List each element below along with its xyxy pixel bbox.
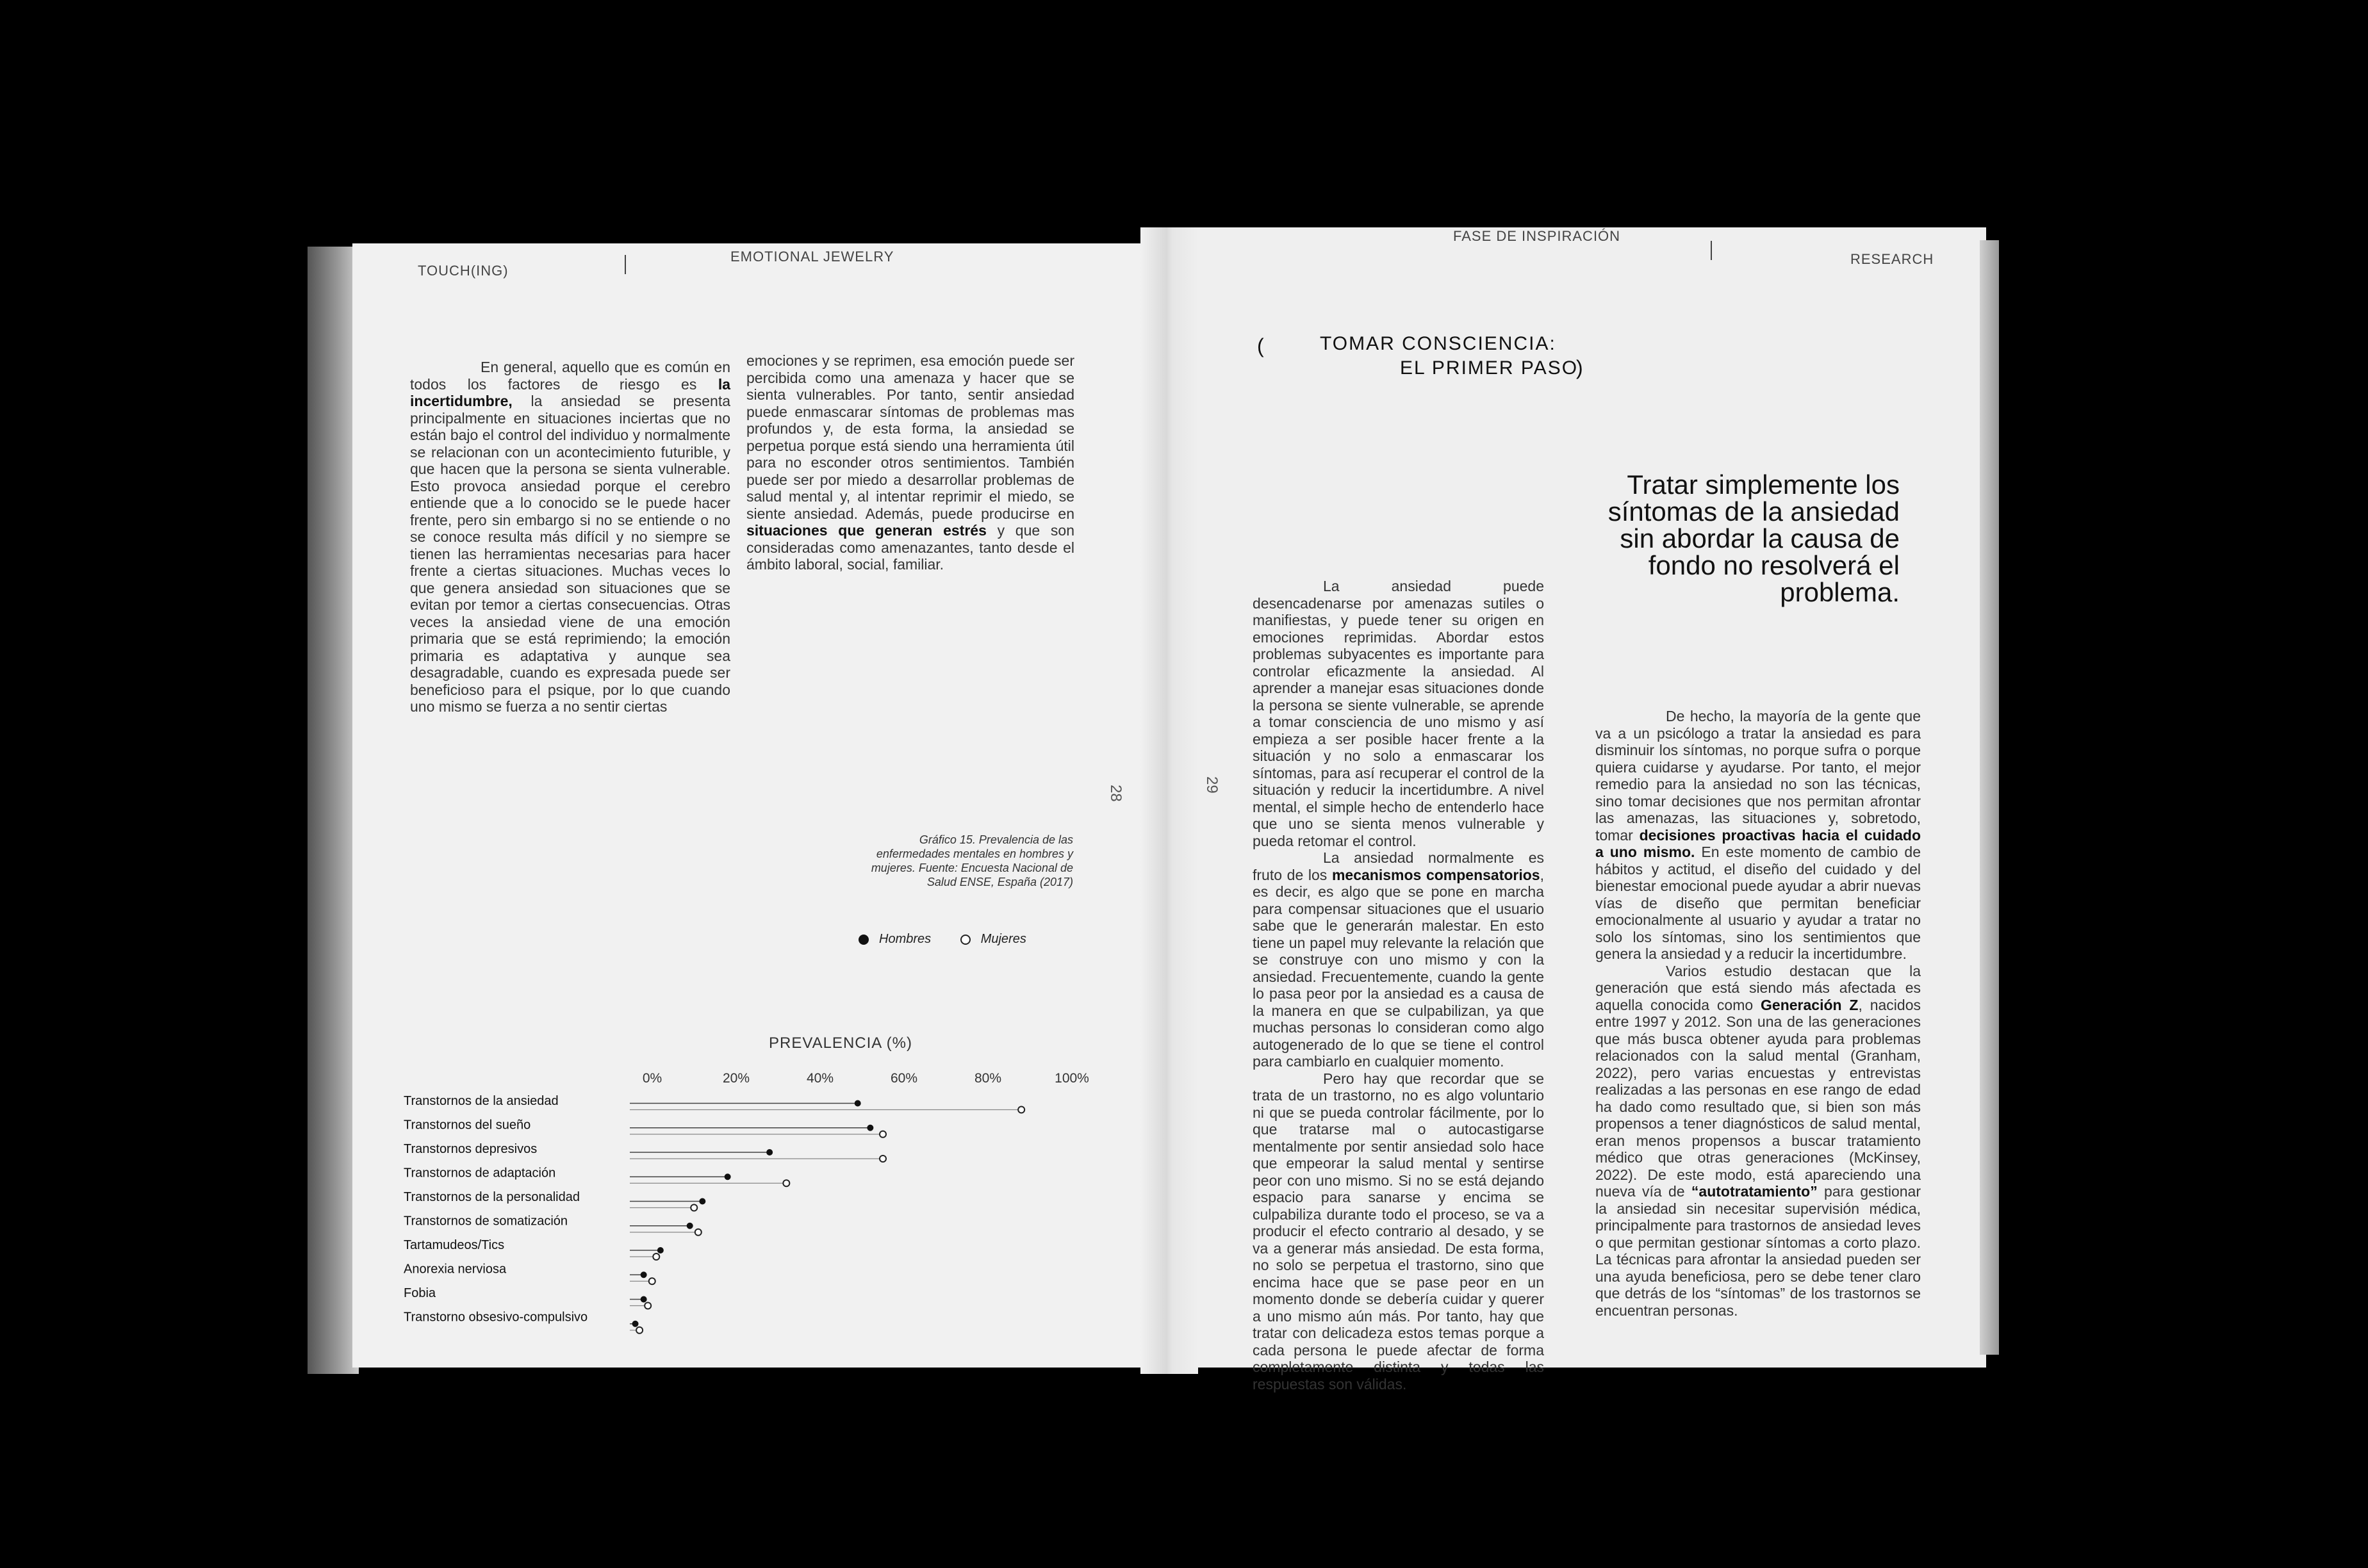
header-right: RESEARCH xyxy=(1850,251,1934,267)
mujeres-point xyxy=(636,1327,643,1334)
text-run: emociones y se reprimen, esa emoción puede ser percibida como una amenaza y hacer que se sienta vulnerables. Por tanto, sentir ansiedad puede enmascarar síntomas de problemas mas profundos y, de esta forma, la ansiedad se perpetua porque está siendo una herramienta útil para no esconder otros sentimientos. También puede ser por miedo a desarrollar problemas de salud mental y, al intentar reprimir el miedo, se siente ansiedad. Además, puede producirse en xyxy=(746,352,1074,522)
mujeres-point xyxy=(1018,1107,1024,1113)
mujeres-point xyxy=(649,1278,655,1284)
mujeres-point xyxy=(880,1156,886,1162)
mujeres-point xyxy=(695,1229,702,1236)
header-divider-right xyxy=(1711,241,1712,260)
text-run: La ansiedad puede desencadenarse por amenazas sutiles o manifiestas, y puede tener su origen en emociones reprimidas. Abordar estos problemas subyacentes es importante para controlar eficazmente la ansiedad. Al aprender a manejar esas situaciones donde la persona se siente vulnerable, se aprende a tomar consciencia de uno mismo y así empieza a ser posible hacer frente a la situación y no solo a enmascarar los síntomas, para así recuperar el control de la situación y reducir la incertidumbre. A nivel mental, el simple hecho de entenderlo hace que uno se sienta menos vulnerable y pueda retomar el control. xyxy=(1253,578,1544,849)
text-run: y que son consideradas como amenazantes, tanto desde el ámbito laboral, social, familiar. xyxy=(746,522,1074,573)
hombres-point xyxy=(855,1100,861,1107)
bold-text-run: decisiones proactivas hacia el cuidado a uno mismo. xyxy=(1595,826,1921,860)
hombres-point xyxy=(687,1223,693,1229)
hombres-point xyxy=(632,1321,639,1327)
category-label: Transtornos de somatización xyxy=(404,1214,568,1229)
category-label: Transtorno obsesivo-compulsivo xyxy=(404,1310,588,1325)
section-paren-close: ) xyxy=(1576,356,1583,379)
hombres-point xyxy=(641,1296,647,1303)
chart-title: PREVALENCIA (%) xyxy=(769,1034,912,1052)
paragraph xyxy=(1253,1070,1544,1393)
chart-caption: Gráfico 15. Prevalencia de las enfermedades mentales en hombres y mujeres. Fuente: Encuesta Nacional de Salud ENSE, España (2017) xyxy=(871,833,1073,888)
category-label: Transtornos de adaptación xyxy=(404,1166,556,1180)
mujeres-point xyxy=(783,1180,789,1186)
paragraph xyxy=(1253,578,1544,849)
mujeres-point xyxy=(691,1205,697,1211)
mujeres-point xyxy=(645,1303,651,1309)
x-tick-label: 20% xyxy=(722,1071,750,1086)
section-title-line-2: EL PRIMER PASO xyxy=(1400,357,1579,379)
pull-quote: Tratar simplemente los síntomas de la ansiedad sin abordar la causa de fondo no resolverá el problema. xyxy=(1607,470,1900,607)
category-label: Transtornos depresivos xyxy=(404,1142,538,1156)
category-label: Tartamudeos/Tics xyxy=(404,1238,505,1252)
hombres-point xyxy=(657,1247,664,1254)
text-run: En este momento de cambio de hábitos y actitud, el diseño del cuidado y del bienestar emocional puede ayudar a abrir nuevas vías de diseño que permitan beneficiar emocionalmente al usuario y ayudar a tratar no solo los síntomas, sino los sentimientos que genera la ansiedad y a reducir la incertidumbre. xyxy=(1595,844,1921,962)
category-label: Transtornos de la ansiedad xyxy=(404,1094,559,1108)
hombres-point xyxy=(699,1198,705,1205)
section-paren-open: ( xyxy=(1257,334,1264,357)
text-run: , es decir, es algo que se pone en marcha para compensar situaciones que el usuario sabe que le generarán malestar. En esto tiene un papel muy relevante la relación que se construye con uno mismo y con la ansiedad. Frecuentemente, cuando la gente lo pasa peor por la ansiedad es a causa de la manera en que se culpabilizan, ya que muchas personas lo consideran como algo autogenerado de lo que se tiene el control para cambiarlo en cualquier momento. xyxy=(1253,866,1544,1070)
page-number-right: 29 xyxy=(1203,776,1221,794)
bold-text-run: Generación Z xyxy=(1761,996,1859,1013)
bold-text-run: situaciones que generan estrés xyxy=(746,522,987,539)
hombres-point xyxy=(867,1125,873,1131)
page-number-left: 28 xyxy=(1107,785,1124,802)
x-tick-label: 100% xyxy=(1055,1071,1089,1086)
paragraph xyxy=(1595,963,1921,1319)
text-run: En general, aquello que es común en todos los factores de riesgo es xyxy=(410,359,730,393)
category-label: Fobia xyxy=(404,1286,436,1300)
hombres-point xyxy=(725,1173,731,1180)
text-run: La ansiedad normalmente es fruto de los xyxy=(1253,849,1544,883)
right-text-column-1 xyxy=(1253,578,1544,1392)
hombres-point xyxy=(641,1271,647,1278)
paragraph xyxy=(1253,849,1544,1070)
hombres-point xyxy=(766,1149,773,1156)
header-center-left: EMOTIONAL JEWELRY xyxy=(730,249,894,265)
section-title-line-1: TOMAR CONSCIENCIA: xyxy=(1320,333,1556,354)
category-label: Transtornos de la personalidad xyxy=(404,1190,580,1204)
text-run: la ansiedad se presenta principalmente en situaciones inciertas que no están bajo el control del individuo y normalmente se relacionan con un acontecimiento futurible, y que hacen que la persona se sienta vulnerable. Esto provoca ansiedad porque el cerebro entiende que a lo conocido se le puede hacer frente, pero sin embargo si no se entiende o no se conoce resulta más difícil y no siempre se tienen las herramientas necesarias para hacer frente a ciertas situaciones. Muchas veces lo que genera ansiedad son situaciones que se evitan por temor a ciertas consecuencias. Otras veces la ansiedad viene de una emoción primaria que se está reprimiendo; la emoción primaria es adaptativa y aunque sea desagradable, cuando es expresada puede ser beneficioso para el psique, por lo que cuando uno mismo se fuerza a no sentir ciertas xyxy=(410,393,730,715)
text-run: De hecho, la mayoría de la gente que va a un psicólogo a tratar la ansiedad es para disminuir los síntomas, no porque sufra o porque quiera cuidarse y ayudarse. Por tanto, el mejor remedio para la ansiedad no son las técnicas, sino tomar decisiones que nos permitan afrontar las amenazas, las situaciones y, sobretodo, tomar xyxy=(1595,708,1921,844)
mujeres-point xyxy=(653,1254,659,1260)
x-tick-label: 80% xyxy=(974,1071,1002,1086)
text-run: Varios estudio destacan que la generación que está siendo más afectada es aquella conocida como xyxy=(1595,962,1921,1013)
legend-label-hombres: Hombres xyxy=(879,932,932,946)
legend-label-mujeres: Mujeres xyxy=(980,932,1026,946)
text-run: , nacidos entre 1997 y 2012. Son una de las generaciones que más busca obtener ayuda para problemas relacionados con la salud mental (Granham, 2022), pero varias encuestas y entrevistas realizadas a las personas en ese rango de edad ha dado como resultado que, si bien son más propensos a tener diagnósticos de salud mental, eran menos propensos a buscar tratamiento médico que otras generaciones (McKinsey, 2022). De este modo, está apareciendo una nueva vía de xyxy=(1595,996,1921,1200)
header-center-right: FASE DE INSPIRACIÓN xyxy=(1453,228,1621,244)
x-tick-label: 60% xyxy=(890,1071,918,1086)
category-label: Transtornos del sueño xyxy=(404,1118,531,1132)
paragraph xyxy=(1595,708,1921,963)
text-run: Pero hay que recordar que se trata de un trastorno, no es algo voluntario ni que se pueda controlar fácilmente, por lo que tratarse mal o autocastigarse mentalmente por sentir ansiedad solo hace que empeorar la salud mental y sentirse peor con uno mismo. Si no se está dejando espacio para sanarse y encima se culpabiliza durante todo el proceso, se va a producir el efecto contrario al desado, y se va a generar más ansiedad. De esta forma, no solo se perpetua el trastorno, sino que encima hace que se pase peor en un momento donde se debería cuidar y querer a uno mismo aún más. Por tanto, hay que tratar con delicadeza estos temas porque a cada persona le puede afectar de forma completamente distinta y todas las respuestas son válidas. xyxy=(1253,1070,1544,1392)
mujeres-point xyxy=(880,1131,886,1138)
x-tick-label: 40% xyxy=(806,1071,834,1086)
bold-text-run: la incertidumbre, xyxy=(410,375,730,409)
x-tick-label: 0% xyxy=(642,1071,662,1086)
header-left: TOUCH(ING) xyxy=(418,263,509,279)
category-label: Anorexia nerviosa xyxy=(404,1262,507,1277)
bold-text-run: “autotratamiento” xyxy=(1691,1183,1818,1200)
bold-text-run: mecanismos compensatorios xyxy=(1331,866,1540,883)
right-text-column-2 xyxy=(1595,708,1921,1319)
text-run: para gestionar la ansiedad sin necesitar supervisión médica, principalmente para trastornos de ansiedad leves o que permitan gestionar síntomas a corto plazo. La técnicas para afrontar la ansiedad pueden ser una ayuda beneficiosa, pero se debe tener claro que detrás de los “síntomas” de los trastornos se encuentran personas. xyxy=(1595,1183,1921,1319)
